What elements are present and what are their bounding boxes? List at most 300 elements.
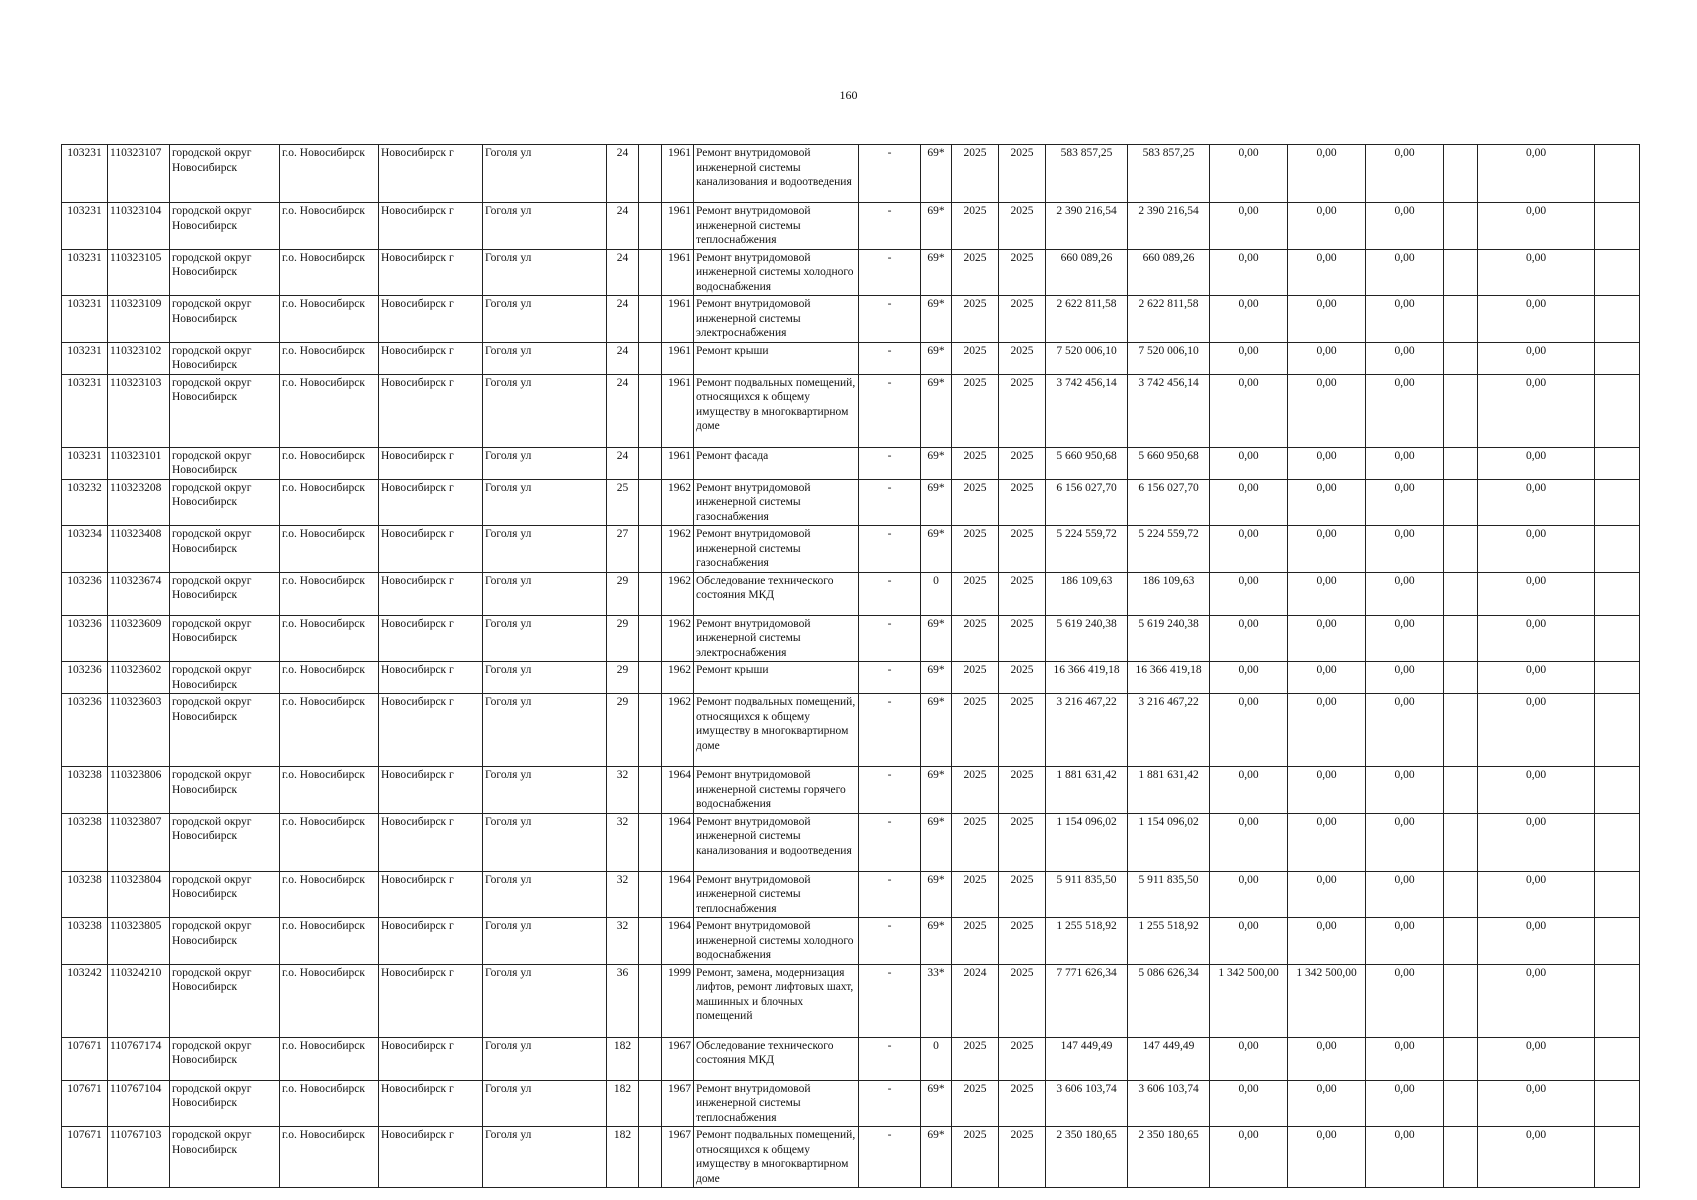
cell-id: 103236	[62, 662, 108, 694]
cell-year: 1962	[662, 526, 694, 573]
cell-year: 1961	[662, 374, 694, 447]
cell-fund: 2 622 811,58	[1128, 296, 1210, 343]
cell-letter	[639, 203, 662, 250]
cell-v2: 0,00	[1288, 767, 1366, 814]
cell-end: 2025	[999, 662, 1046, 694]
cell-dash: -	[859, 572, 921, 615]
cell-v3: 0,00	[1366, 203, 1444, 250]
cell-code: 110323208	[108, 479, 170, 526]
cell-house: 182	[607, 1037, 639, 1080]
cell-total: 186 109,63	[1046, 572, 1128, 615]
cell-end: 2025	[999, 526, 1046, 573]
cell-city: Новосибирск г	[379, 145, 483, 203]
cell-id: 103231	[62, 203, 108, 250]
cell-year: 1962	[662, 662, 694, 694]
cell-pct: 0	[921, 1037, 952, 1080]
cell-work: Ремонт внутридомовой инженерной системы горячего водоснабжения	[694, 767, 859, 814]
cell-year: 1967	[662, 1127, 694, 1188]
cell-district: городской округ Новосибирск	[170, 526, 280, 573]
cell-v6	[1595, 249, 1640, 296]
cell-city: Новосибирск г	[379, 1080, 483, 1127]
cell-v2: 1 342 500,00	[1288, 964, 1366, 1037]
table-row	[62, 662, 1640, 694]
cell-total: 7 520 006,10	[1046, 342, 1128, 374]
cell-v6	[1595, 374, 1640, 447]
cell-v3: 0,00	[1366, 662, 1444, 694]
cell-v5: 0,00	[1478, 526, 1595, 573]
cell-v4	[1444, 615, 1478, 662]
cell-total: 5 660 950,68	[1046, 447, 1128, 479]
cell-v1: 0,00	[1210, 479, 1288, 526]
cell-fund: 5 660 950,68	[1128, 447, 1210, 479]
cell-fund: 5 086 626,34	[1128, 964, 1210, 1037]
cell-district: городской округ Новосибирск	[170, 1080, 280, 1127]
cell-v4	[1444, 447, 1478, 479]
cell-v4	[1444, 662, 1478, 694]
cell-district: городской округ Новосибирск	[170, 342, 280, 374]
cell-locality: г.о. Новосибирск	[280, 342, 379, 374]
cell-city: Новосибирск г	[379, 342, 483, 374]
cell-start: 2025	[952, 249, 999, 296]
cell-year: 1967	[662, 1037, 694, 1080]
cell-letter	[639, 296, 662, 343]
cell-locality: г.о. Новосибирск	[280, 694, 379, 767]
cell-code: 110323109	[108, 296, 170, 343]
cell-city: Новосибирск г	[379, 203, 483, 250]
cell-work: Ремонт подвальных помещений, относящихся к общему имуществу в многоквартирном доме	[694, 374, 859, 447]
cell-code: 110323102	[108, 342, 170, 374]
cell-v6	[1595, 296, 1640, 343]
cell-v1: 0,00	[1210, 296, 1288, 343]
cell-start: 2025	[952, 479, 999, 526]
cell-v6	[1595, 145, 1640, 203]
cell-v4	[1444, 296, 1478, 343]
cell-v2: 0,00	[1288, 526, 1366, 573]
cell-start: 2025	[952, 296, 999, 343]
cell-code: 110324210	[108, 964, 170, 1037]
cell-street: Гоголя ул	[483, 342, 607, 374]
cell-end: 2025	[999, 1127, 1046, 1188]
cell-dash: -	[859, 694, 921, 767]
cell-v2: 0,00	[1288, 479, 1366, 526]
cell-year: 1964	[662, 918, 694, 965]
cell-v5: 0,00	[1478, 249, 1595, 296]
cell-house: 29	[607, 572, 639, 615]
cell-fund: 2 350 180,65	[1128, 1127, 1210, 1188]
cell-pct: 69*	[921, 374, 952, 447]
cell-v5: 0,00	[1478, 479, 1595, 526]
cell-letter	[639, 767, 662, 814]
cell-code: 110323104	[108, 203, 170, 250]
cell-district: городской округ Новосибирск	[170, 296, 280, 343]
cell-v2: 0,00	[1288, 694, 1366, 767]
cell-letter	[639, 694, 662, 767]
cell-v1: 0,00	[1210, 249, 1288, 296]
cell-start: 2025	[952, 767, 999, 814]
cell-code: 110323105	[108, 249, 170, 296]
cell-v6	[1595, 871, 1640, 918]
cell-v4	[1444, 374, 1478, 447]
cell-pct: 69*	[921, 615, 952, 662]
cell-start: 2025	[952, 447, 999, 479]
cell-end: 2025	[999, 918, 1046, 965]
cell-end: 2025	[999, 296, 1046, 343]
cell-district: городской округ Новосибирск	[170, 447, 280, 479]
cell-district: городской округ Новосибирск	[170, 249, 280, 296]
cell-pct: 69*	[921, 813, 952, 871]
cell-v6	[1595, 479, 1640, 526]
cell-fund: 2 390 216,54	[1128, 203, 1210, 250]
cell-v3: 0,00	[1366, 813, 1444, 871]
cell-street: Гоголя ул	[483, 918, 607, 965]
table-row	[62, 871, 1640, 918]
cell-id: 103236	[62, 615, 108, 662]
cell-v2: 0,00	[1288, 615, 1366, 662]
cell-house: 36	[607, 964, 639, 1037]
cell-total: 5 619 240,38	[1046, 615, 1128, 662]
cell-start: 2025	[952, 1127, 999, 1188]
cell-v4	[1444, 767, 1478, 814]
cell-v4	[1444, 526, 1478, 573]
cell-total: 2 350 180,65	[1046, 1127, 1128, 1188]
cell-letter	[639, 615, 662, 662]
cell-start: 2025	[952, 918, 999, 965]
cell-start: 2025	[952, 342, 999, 374]
cell-year: 1962	[662, 479, 694, 526]
cell-v5: 0,00	[1478, 1127, 1595, 1188]
cell-dash: -	[859, 662, 921, 694]
table-row	[62, 813, 1640, 871]
cell-v3: 0,00	[1366, 374, 1444, 447]
cell-city: Новосибирск г	[379, 767, 483, 814]
cell-v3: 0,00	[1366, 918, 1444, 965]
cell-city: Новосибирск г	[379, 1127, 483, 1188]
cell-letter	[639, 1037, 662, 1080]
cell-v1: 0,00	[1210, 1080, 1288, 1127]
cell-fund: 3 742 456,14	[1128, 374, 1210, 447]
cell-v6	[1595, 813, 1640, 871]
cell-house: 24	[607, 203, 639, 250]
cell-end: 2025	[999, 964, 1046, 1037]
cell-total: 3 742 456,14	[1046, 374, 1128, 447]
cell-house: 182	[607, 1127, 639, 1188]
cell-pct: 69*	[921, 871, 952, 918]
cell-dash: -	[859, 203, 921, 250]
cell-dash: -	[859, 296, 921, 343]
cell-letter	[639, 342, 662, 374]
cell-letter	[639, 1127, 662, 1188]
cell-dash: -	[859, 918, 921, 965]
cell-house: 24	[607, 447, 639, 479]
cell-v6	[1595, 572, 1640, 615]
cell-letter	[639, 662, 662, 694]
cell-v1: 0,00	[1210, 1127, 1288, 1188]
cell-v3: 0,00	[1366, 447, 1444, 479]
cell-locality: г.о. Новосибирск	[280, 1037, 379, 1080]
cell-id: 103242	[62, 964, 108, 1037]
table-row	[62, 767, 1640, 814]
cell-pct: 69*	[921, 918, 952, 965]
cell-street: Гоголя ул	[483, 1037, 607, 1080]
cell-end: 2025	[999, 447, 1046, 479]
cell-city: Новосибирск г	[379, 479, 483, 526]
cell-v1: 1 342 500,00	[1210, 964, 1288, 1037]
cell-end: 2025	[999, 342, 1046, 374]
cell-locality: г.о. Новосибирск	[280, 572, 379, 615]
cell-v3: 0,00	[1366, 145, 1444, 203]
cell-v4	[1444, 203, 1478, 250]
cell-end: 2025	[999, 145, 1046, 203]
cell-v6	[1595, 1037, 1640, 1080]
cell-street: Гоголя ул	[483, 1080, 607, 1127]
cell-v5: 0,00	[1478, 374, 1595, 447]
cell-pct: 69*	[921, 694, 952, 767]
cell-v6	[1595, 1080, 1640, 1127]
cell-street: Гоголя ул	[483, 615, 607, 662]
cell-district: городской округ Новосибирск	[170, 871, 280, 918]
cell-v1: 0,00	[1210, 572, 1288, 615]
cell-street: Гоголя ул	[483, 479, 607, 526]
cell-v5: 0,00	[1478, 1037, 1595, 1080]
cell-work: Ремонт внутридомовой инженерной системы электроснабжения	[694, 615, 859, 662]
cell-year: 1961	[662, 447, 694, 479]
cell-fund: 660 089,26	[1128, 249, 1210, 296]
table-row	[62, 447, 1640, 479]
cell-v2: 0,00	[1288, 813, 1366, 871]
cell-code: 110767174	[108, 1037, 170, 1080]
cell-work: Ремонт, замена, модернизация лифтов, ремонт лифтовых шахт, машинных и блочных помещений	[694, 964, 859, 1037]
cell-v4	[1444, 342, 1478, 374]
cell-v3: 0,00	[1366, 1037, 1444, 1080]
cell-city: Новосибирск г	[379, 871, 483, 918]
cell-locality: г.о. Новосибирск	[280, 249, 379, 296]
cell-v1: 0,00	[1210, 1037, 1288, 1080]
cell-city: Новосибирск г	[379, 662, 483, 694]
cell-pct: 69*	[921, 447, 952, 479]
cell-v1: 0,00	[1210, 526, 1288, 573]
cell-id: 103238	[62, 767, 108, 814]
cell-dash: -	[859, 479, 921, 526]
cell-code: 110767104	[108, 1080, 170, 1127]
cell-v2: 0,00	[1288, 1037, 1366, 1080]
table-row	[62, 249, 1640, 296]
cell-fund: 6 156 027,70	[1128, 479, 1210, 526]
cell-v5: 0,00	[1478, 296, 1595, 343]
cell-start: 2025	[952, 662, 999, 694]
cell-start: 2025	[952, 813, 999, 871]
cell-city: Новосибирск г	[379, 1037, 483, 1080]
cell-street: Гоголя ул	[483, 694, 607, 767]
cell-id: 103238	[62, 918, 108, 965]
cell-code: 110323804	[108, 871, 170, 918]
cell-v1: 0,00	[1210, 871, 1288, 918]
cell-id: 103231	[62, 374, 108, 447]
cell-v2: 0,00	[1288, 447, 1366, 479]
cell-start: 2025	[952, 694, 999, 767]
cell-year: 1964	[662, 813, 694, 871]
cell-year: 1961	[662, 145, 694, 203]
cell-v4	[1444, 918, 1478, 965]
cell-dash: -	[859, 342, 921, 374]
cell-pct: 0	[921, 572, 952, 615]
cell-street: Гоголя ул	[483, 572, 607, 615]
cell-city: Новосибирск г	[379, 813, 483, 871]
cell-v5: 0,00	[1478, 918, 1595, 965]
cell-house: 32	[607, 918, 639, 965]
cell-dash: -	[859, 964, 921, 1037]
cell-letter	[639, 145, 662, 203]
cell-start: 2025	[952, 871, 999, 918]
cell-work: Ремонт внутридомовой инженерной системы канализования и водоотведения	[694, 145, 859, 203]
cell-v6	[1595, 767, 1640, 814]
cell-v4	[1444, 813, 1478, 871]
cell-city: Новосибирск г	[379, 572, 483, 615]
cell-id: 103231	[62, 296, 108, 343]
cell-code: 110767103	[108, 1127, 170, 1188]
cell-v6	[1595, 615, 1640, 662]
cell-v1: 0,00	[1210, 447, 1288, 479]
cell-dash: -	[859, 1037, 921, 1080]
cell-district: городской округ Новосибирск	[170, 767, 280, 814]
cell-v1: 0,00	[1210, 203, 1288, 250]
cell-locality: г.о. Новосибирск	[280, 447, 379, 479]
cell-v4	[1444, 145, 1478, 203]
table-row	[62, 203, 1640, 250]
cell-pct: 69*	[921, 296, 952, 343]
cell-end: 2025	[999, 572, 1046, 615]
cell-total: 3 216 467,22	[1046, 694, 1128, 767]
cell-code: 110323609	[108, 615, 170, 662]
cell-fund: 583 857,25	[1128, 145, 1210, 203]
cell-v5: 0,00	[1478, 871, 1595, 918]
cell-work: Обследование технического состояния МКД	[694, 1037, 859, 1080]
cell-street: Гоголя ул	[483, 662, 607, 694]
cell-house: 24	[607, 249, 639, 296]
cell-locality: г.о. Новосибирск	[280, 145, 379, 203]
cell-v5: 0,00	[1478, 447, 1595, 479]
cell-district: городской округ Новосибирск	[170, 374, 280, 447]
cell-total: 7 771 626,34	[1046, 964, 1128, 1037]
cell-work: Обследование технического состояния МКД	[694, 572, 859, 615]
cell-locality: г.о. Новосибирск	[280, 296, 379, 343]
cell-year: 1961	[662, 342, 694, 374]
cell-district: городской округ Новосибирск	[170, 479, 280, 526]
cell-v3: 0,00	[1366, 526, 1444, 573]
cell-v3: 0,00	[1366, 767, 1444, 814]
cell-v3: 0,00	[1366, 249, 1444, 296]
cell-street: Гоголя ул	[483, 526, 607, 573]
cell-dash: -	[859, 1127, 921, 1188]
cell-end: 2025	[999, 767, 1046, 814]
cell-v5: 0,00	[1478, 145, 1595, 203]
cell-work: Ремонт внутридомовой инженерной системы холодного водоснабжения	[694, 249, 859, 296]
cell-dash: -	[859, 526, 921, 573]
cell-house: 32	[607, 813, 639, 871]
cell-v4	[1444, 1037, 1478, 1080]
table-row	[62, 964, 1640, 1037]
cell-locality: г.о. Новосибирск	[280, 526, 379, 573]
cell-start: 2025	[952, 145, 999, 203]
cell-v2: 0,00	[1288, 342, 1366, 374]
table-row	[62, 615, 1640, 662]
cell-locality: г.о. Новосибирск	[280, 918, 379, 965]
cell-fund: 3 606 103,74	[1128, 1080, 1210, 1127]
cell-v4	[1444, 249, 1478, 296]
cell-pct: 69*	[921, 767, 952, 814]
cell-fund: 5 911 835,50	[1128, 871, 1210, 918]
table-row	[62, 526, 1640, 573]
cell-work: Ремонт внутридомовой инженерной системы канализования и водоотведения	[694, 813, 859, 871]
table-row	[62, 479, 1640, 526]
cell-street: Гоголя ул	[483, 296, 607, 343]
cell-v3: 0,00	[1366, 572, 1444, 615]
cell-end: 2025	[999, 615, 1046, 662]
cell-end: 2025	[999, 249, 1046, 296]
cell-v5: 0,00	[1478, 342, 1595, 374]
cell-street: Гоголя ул	[483, 374, 607, 447]
cell-end: 2025	[999, 203, 1046, 250]
cell-work: Ремонт подвальных помещений, относящихся к общему имуществу в многоквартирном доме	[694, 1127, 859, 1188]
cell-v5: 0,00	[1478, 662, 1595, 694]
cell-house: 24	[607, 145, 639, 203]
cell-pct: 69*	[921, 479, 952, 526]
cell-dash: -	[859, 249, 921, 296]
cell-street: Гоголя ул	[483, 447, 607, 479]
cell-year: 1962	[662, 615, 694, 662]
cell-total: 2 622 811,58	[1046, 296, 1128, 343]
cell-code: 110323408	[108, 526, 170, 573]
table-row	[62, 572, 1640, 615]
cell-year: 1999	[662, 964, 694, 1037]
table-row	[62, 918, 1640, 965]
cell-code: 110323603	[108, 694, 170, 767]
cell-letter	[639, 447, 662, 479]
cell-end: 2025	[999, 871, 1046, 918]
cell-total: 3 606 103,74	[1046, 1080, 1128, 1127]
cell-locality: г.о. Новосибирск	[280, 1080, 379, 1127]
cell-street: Гоголя ул	[483, 964, 607, 1037]
cell-city: Новосибирск г	[379, 694, 483, 767]
cell-v3: 0,00	[1366, 871, 1444, 918]
cell-total: 1 154 096,02	[1046, 813, 1128, 871]
cell-v1: 0,00	[1210, 662, 1288, 694]
cell-year: 1962	[662, 572, 694, 615]
cell-v4	[1444, 1080, 1478, 1127]
cell-street: Гоголя ул	[483, 813, 607, 871]
cell-house: 182	[607, 1080, 639, 1127]
cell-total: 5 224 559,72	[1046, 526, 1128, 573]
cell-v5: 0,00	[1478, 813, 1595, 871]
cell-v2: 0,00	[1288, 145, 1366, 203]
cell-code: 110323103	[108, 374, 170, 447]
cell-v2: 0,00	[1288, 662, 1366, 694]
cell-pct: 69*	[921, 203, 952, 250]
cell-letter	[639, 374, 662, 447]
cell-v4	[1444, 479, 1478, 526]
cell-v1: 0,00	[1210, 813, 1288, 871]
cell-dash: -	[859, 145, 921, 203]
cell-total: 1 255 518,92	[1046, 918, 1128, 965]
cell-v3: 0,00	[1366, 964, 1444, 1037]
cell-id: 103231	[62, 249, 108, 296]
cell-id: 103231	[62, 342, 108, 374]
cell-letter	[639, 1080, 662, 1127]
cell-id: 103234	[62, 526, 108, 573]
cell-district: городской округ Новосибирск	[170, 662, 280, 694]
table-body	[62, 145, 1640, 1188]
cell-pct: 69*	[921, 342, 952, 374]
cell-total: 1 881 631,42	[1046, 767, 1128, 814]
